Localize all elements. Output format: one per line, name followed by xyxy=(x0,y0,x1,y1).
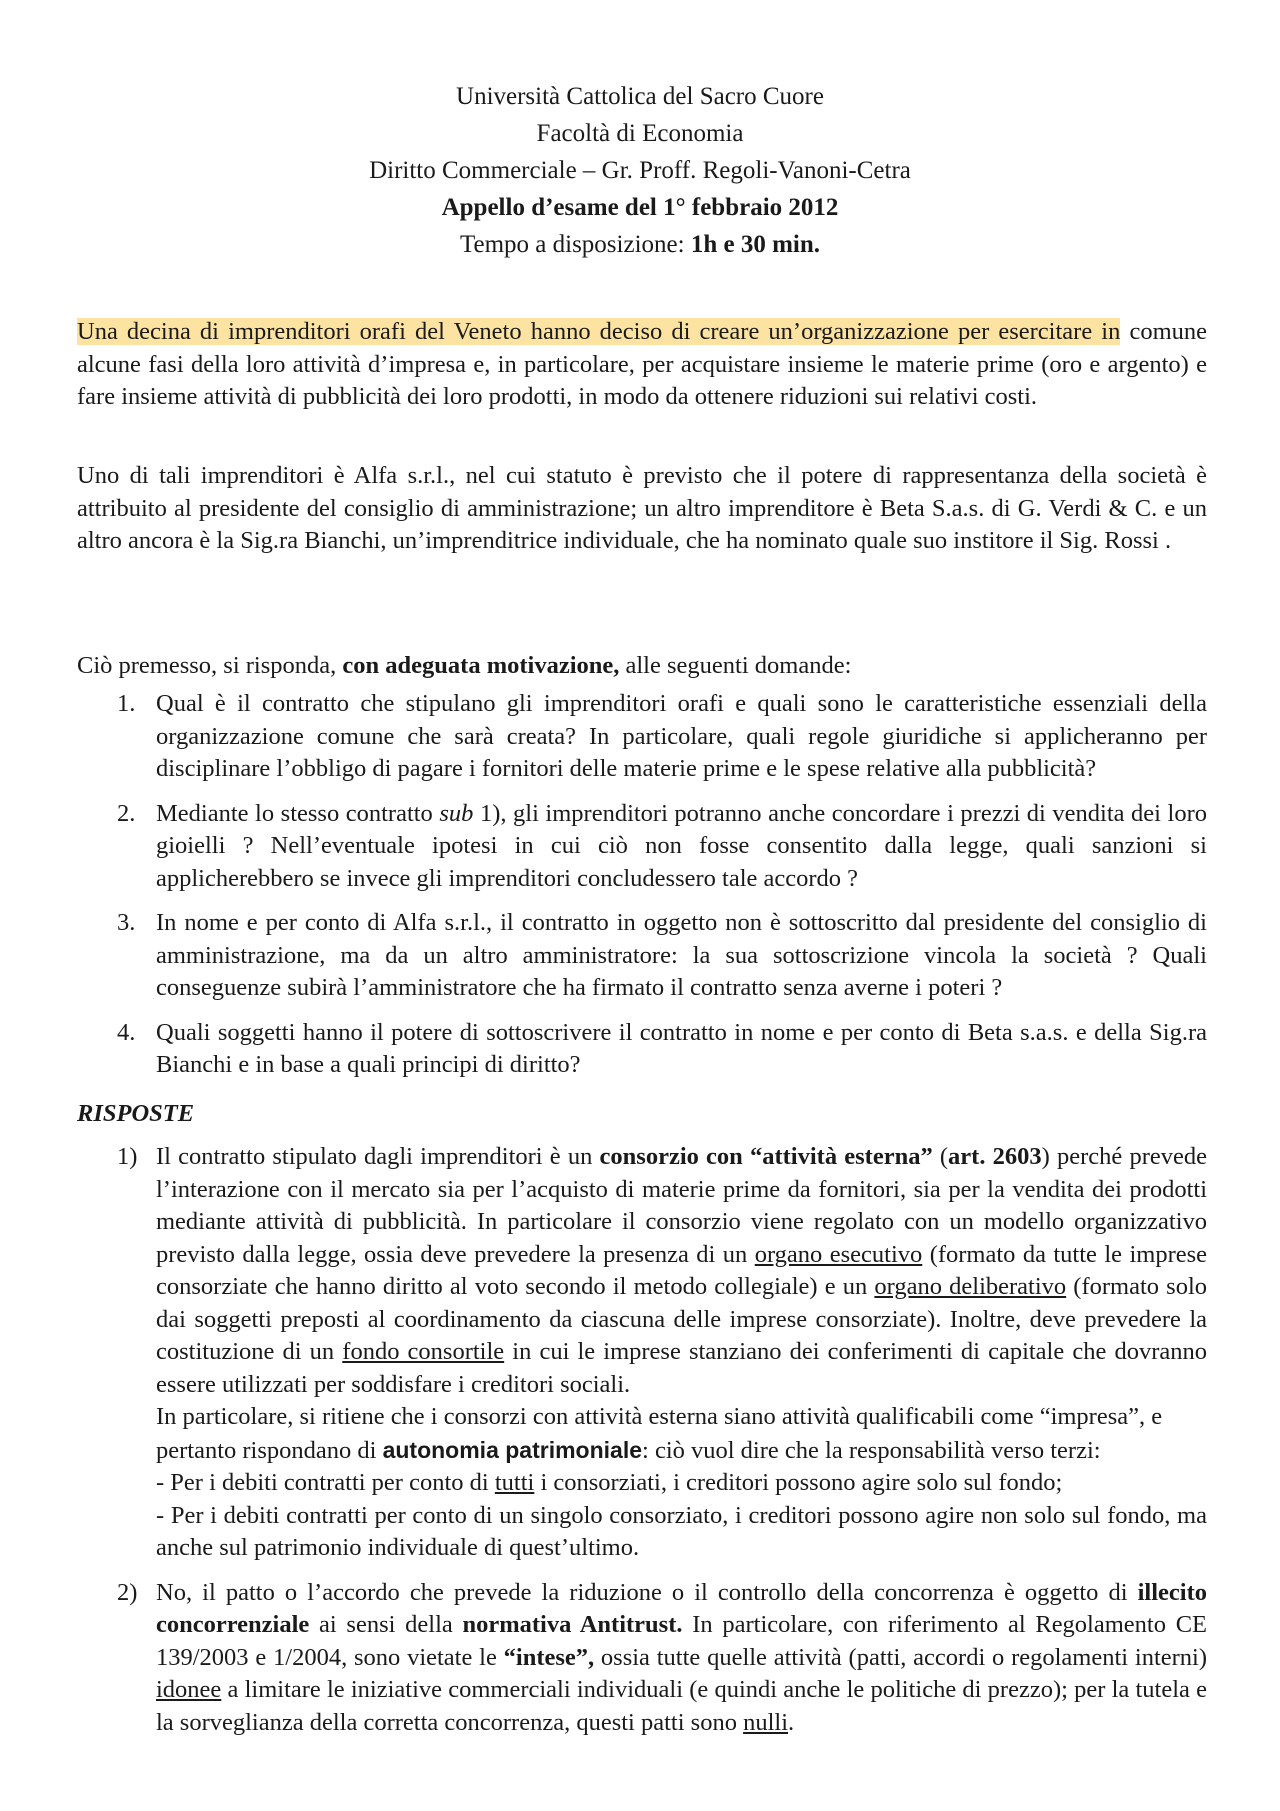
faculty-name: Facoltà di Economia xyxy=(536,120,744,147)
answer1-bullet: - Per i debiti contratti per conto di un singolo consorziato, i creditori possono agire non solo sul fondo, ma anche sul patrimonio individuale di quest’ultimo. xyxy=(156,1501,1207,1561)
questions-list xyxy=(77,688,1207,1094)
case-paragraph-2: Uno di tali imprenditori è Alfa s.r.l., nel cui statuto è previsto che il potere di rappresentanza della società è attribuito al presidente del consiglio di amministrazione; un altro imprenditore è Beta S.a.s. di G. Verdi & C. e un altro ancora è la Sig.ra Bianchi, un’imprenditrice individuale, che ha nominato quale suo institore il Sig. Rossi . xyxy=(77,462,1207,554)
answer1-bullet: - Per i debiti contratti per conto di tutti i consorziati, i creditori possono agire solo sul fondo; xyxy=(156,1469,1063,1496)
exam-header xyxy=(0,78,1280,263)
questions-prompt: Ciò premesso, si risponda, con adeguata motivazione, alle seguenti domande: xyxy=(77,652,852,679)
answer-item-1: 1) Il contratto stipulato dagli imprenditori è un consorzio con “attività esterna” (art. 2603) perché prevede l’interazione con il mercato sia per l’acquisto di materie prime da fornitori, sia per la vendita dei prodotti mediante attività di pubblicità. In particolare il consorzio viene regolato con un modello organizzativo previsto dalla legge, ossia deve prevedere la presenza di un organo esecutivo (formato da tutte le imprese consorziate che hanno diritto al voto secondo il metodo collegiale) e un organo deliberativo (formato solo dai soggetti preposti al coordinamento da ciascuna delle imprese consorziate). Inoltre, deve prevedere la costituzione di un fondo consortile in cui le imprese stanziano dei conferimenti di capitale che dovranno essere utilizzati per soddisfare i creditori sociali. In particolare, si ritiene che i consorzi con attività esterna siano attività qualificabili come “impresa”, e pertanto rispondano di autonomia patrimoniale: ciò vuol dire che la responsabilità verso terzi: - Per i debiti contratti per conto di tutti i consorziati, i creditori possono agire solo sul fondo; - Per i debiti contratti per conto di un singolo consorziato, i creditori possono agire non solo sul fondo, ma anche sul patrimonio individuale di quest’ultimo. xyxy=(77,1141,1207,1565)
question-item: 2. Mediante lo stesso contratto sub 1), gli imprenditori potranno anche concordare i prezzi di vendita dei loro gioielli ? Nell’eventuale ipotesi in cui ciò non fosse consentito dalla legge, quali sanzioni si applicherebbero se invece gli imprenditori concludessero tale accordo ? xyxy=(117,799,1207,892)
answers-heading: RISPOSTE xyxy=(77,1100,195,1127)
university-name: Università Cattolica del Sacro Cuore xyxy=(456,83,824,110)
highlighted-text: Una decina di imprenditori orafi del Veneto hanno deciso di creare un’organizzazione per esercitare in xyxy=(77,318,1121,345)
time-allowed: Tempo a disposizione: 1h e 30 min. xyxy=(459,231,821,258)
answer1-paragraph: In particolare, si ritiene che i consorzi con attività esterna siano attività qualificabili come “impresa”, e pertanto rispondano di autonomia patrimoniale: ciò vuol dire che la responsabilità verso terzi: xyxy=(156,1403,1163,1464)
answer-item-2: 2) No, il patto o l’accordo che prevede la riduzione o il controllo della concorrenza è oggetto di illecito concorrenziale ai sensi della normativa Antitrust. In particolare, con riferimento al Regolamento CE 139/2003 e 1/2004, sono vietate le “intese”, ossia tutte quelle attività (patti, accordi o regolamenti interni) idonee a limitare le iniziative commerciali individuali (e quindi anche le politiche di prezzo); per la tutela e la sorveglianza della corretta concorrenza, questi patti sono nulli. xyxy=(117,1578,1208,1736)
question-item: 3. In nome e per conto di Alfa s.r.l., il contratto in oggetto non è sottoscritto dal presidente del consiglio di amministrazione, ma da un altro amministratore: la sua sottoscrizione vincola la società ? Quali conseguenze subirà l’amministratore che ha firmato il contratto senza averne i poteri ? xyxy=(117,909,1207,1001)
exam-date: Appello d’esame del 1° febbraio 2012 xyxy=(441,194,839,221)
question-item: 4. Quali soggetti hanno il potere di sottoscrivere il contratto in nome e per conto di Beta s.a.s. e della Sig.ra Bianchi e in base a quali principi di diritto? xyxy=(117,1018,1207,1078)
question-item: 1. Qual è il contratto che stipulano gli imprenditori orafi e quali sono le caratteristiche essenziali della organizzazione comune che sarà creata? In particolare, quali regole giuridiche si applicheranno per disciplinare l’obbligo di pagare i fornitori delle materie prime e le spese relative alla pubblicità? xyxy=(117,690,1207,782)
course-name: Diritto Commerciale – Gr. Proff. Regoli-Vanoni-Cetra xyxy=(369,157,911,184)
case-paragraph-1: Una decina di imprenditori orafi del Veneto hanno deciso di creare un’organizzazione per esercitare in comune alcune fasi della loro attività d’impresa e, in particolare, per acquistare insieme le materie prime (oro e argento) e fare insieme attività di pubblicità dei loro prodotti, in modo da ottenere riduzioni sui relativi costi. xyxy=(77,318,1208,410)
answers-list xyxy=(77,1141,1207,1751)
